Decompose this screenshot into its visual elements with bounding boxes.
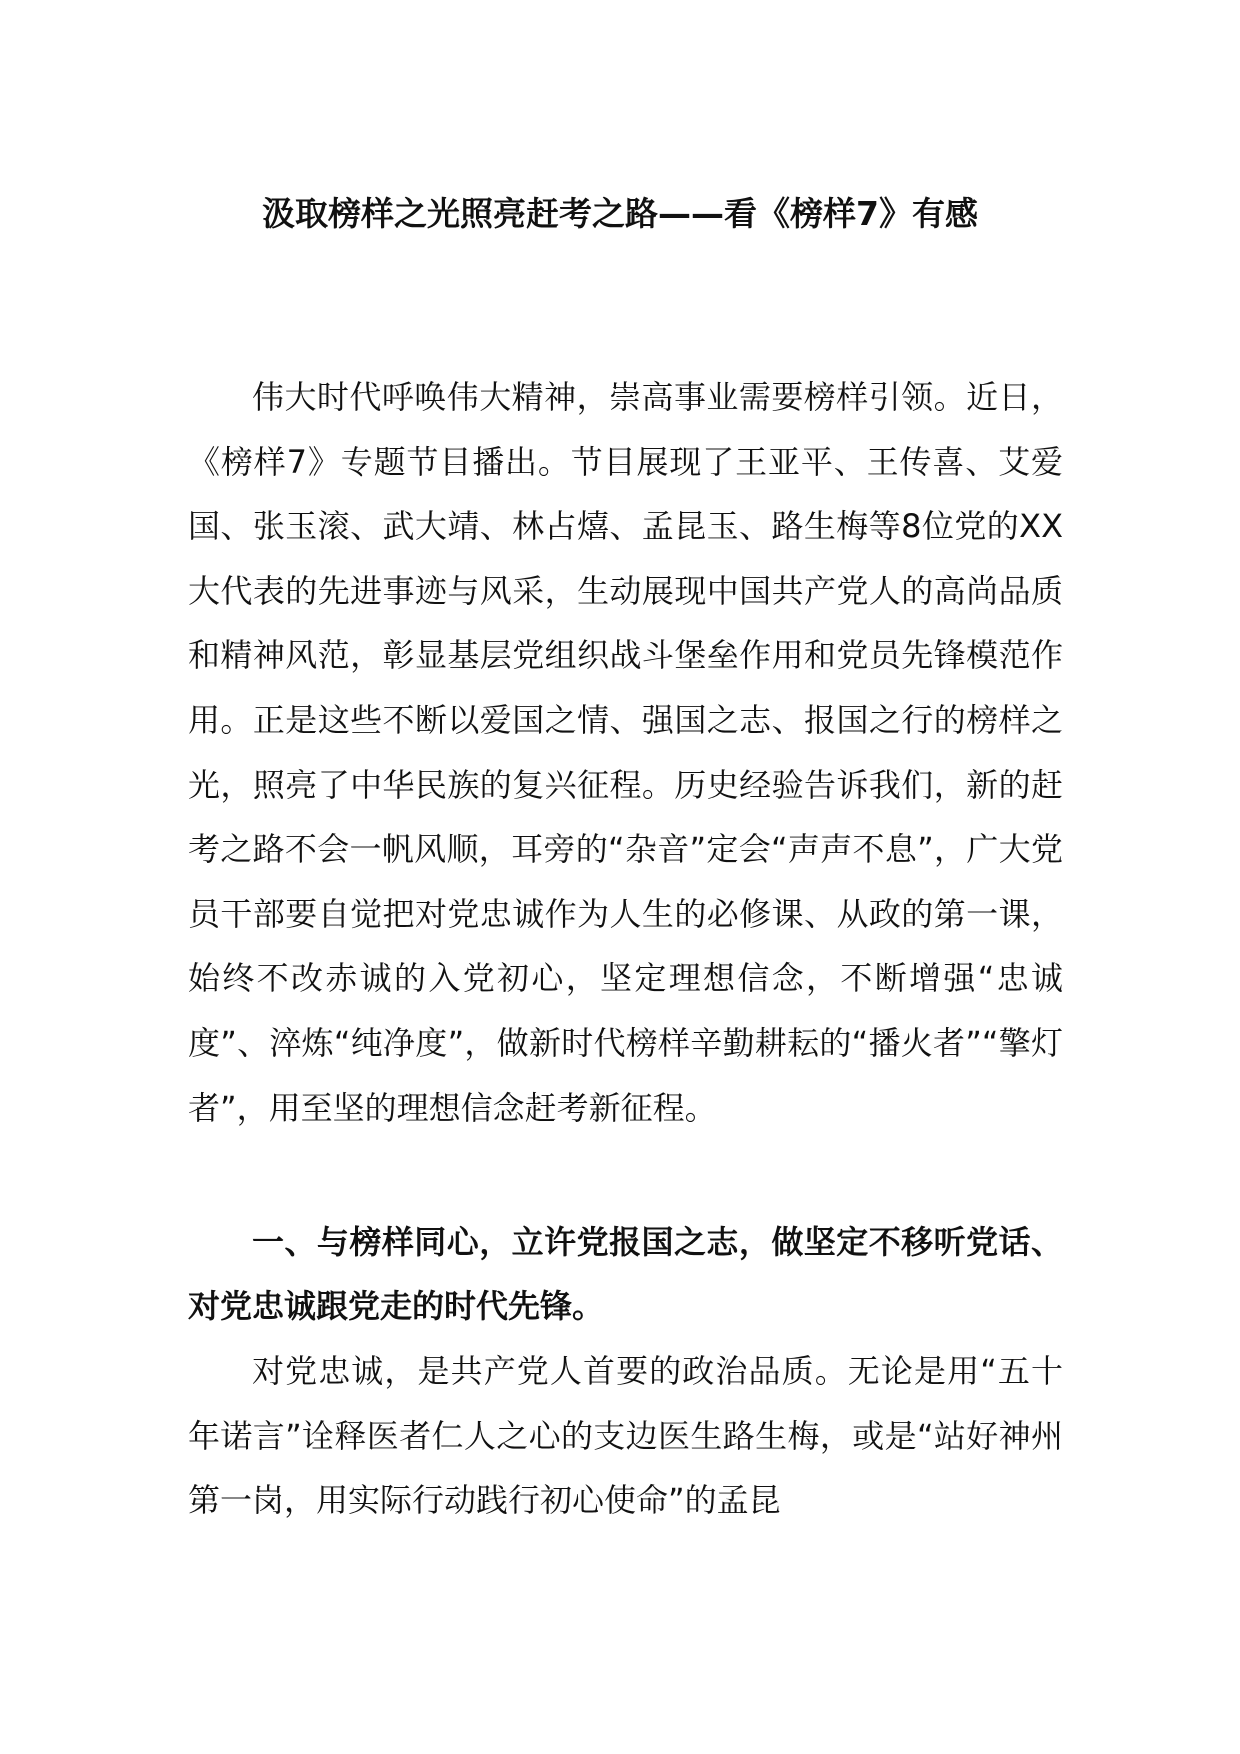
document-title: 汲取榜样之光照亮赶考之路——看《榜样7》有感 xyxy=(262,194,978,233)
body-paragraph: 对党忠诚，是共产党人首要的政治品质。无论是用“五十年诺言”诠释医者仁人之心的支边医生路生梅，或是“站好神州第一岗，用实际行动践行初心使命”的孟昆 xyxy=(188,1352,1063,1520)
body-paragraph: 伟大时代呼唤伟大精神，崇高事业需要榜样引领。近日，《榜样7》专题节目播出。节目展现了王亚平、王传喜、艾爱国、张玉滚、武大靖、林占熺、孟昆玉、路生梅等8位党的XX大代表的先进事迹与风采，生动展现中国共产党人的高尚品质和精神风范，彰显基层党组织战斗堡垒作用和党员先锋模范作用。正是这些不断以爱国之情、强国之志、报国之行的榜样之光，照亮了中华民族的复兴征程。历史经验告诉我们，新的赶考之路不会一帆风顺，耳旁的“杂音”定会“声声不息”，广大党员干部要自觉把对党忠诚作为人生的必修课、从政的第一课，始终不改赤诚的入党初心，坚定理想信念，不断增强“忠诚度”、淬炼“纯净度”，做新时代榜样辛勤耕耘的“播火者”“擎灯者”，用至坚的理想信念赶考新征程。 xyxy=(188,378,1063,1127)
section-heading: 一、与榜样同心，立许党报国之志，做坚定不移听党话、对党忠诚跟党走的时代先锋。 xyxy=(188,1223,1063,1325)
